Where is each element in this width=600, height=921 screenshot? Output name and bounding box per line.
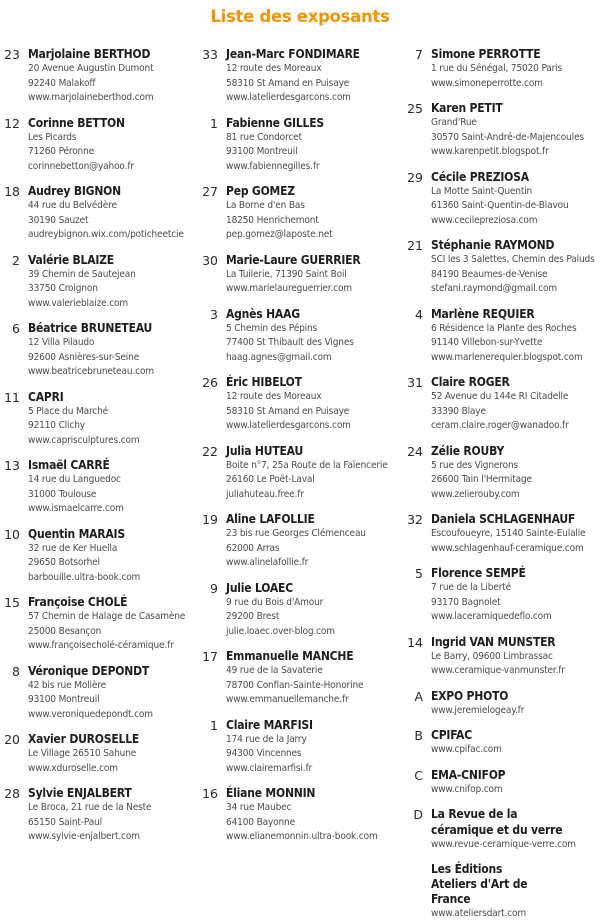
exhibitor-contact-link[interactable]: www.sylvie-enjalbert.com [28, 831, 140, 842]
stand-number: 27 [202, 184, 218, 199]
exhibitor-name: Stéphanie RAYMOND [431, 238, 555, 252]
exhibitor-entry [198, 374, 403, 434]
exhibitor-contact-link[interactable]: pep.gomez@laposte.net [226, 229, 333, 240]
exhibitor-address-line: La Tuilerie, 71390 Saint Boil [226, 268, 347, 280]
stand-number: 3 [210, 306, 218, 322]
exhibitor-details [28, 785, 198, 845]
exhibitor-address-line: Le Broca, 21 rue de la Neste [28, 802, 152, 813]
stand-number: 26 [202, 375, 218, 390]
exhibitor-name: Béatrice BRUNETEAU [28, 321, 153, 335]
exhibitor-entry [198, 785, 403, 845]
exhibitor-address-line: 91140 Villebon-sur-Yvette [431, 337, 543, 348]
exhibitor-entry [0, 389, 198, 449]
stand-number: 4 [415, 306, 423, 322]
stand-number: A [414, 688, 423, 704]
exhibitor-address-line: 78700 Conflan-Sainte-Honorine [226, 679, 364, 691]
exhibitor-contact-link[interactable]: www.marielaureguerrier.com [226, 283, 352, 294]
exhibitor-name: Marlène REQUIER [431, 306, 535, 321]
exhibitor-details [226, 511, 403, 571]
exhibitor-name: Florence SEMPÉ [431, 566, 526, 580]
exhibitor-contact-link[interactable]: www.beatricebruneteau.com [28, 366, 154, 377]
exhibitor-entry [198, 252, 403, 297]
stand-number: 22 [202, 443, 218, 459]
exhibitor-details [28, 115, 198, 175]
exhibitor-contact-link[interactable]: www.revue-ceramique-verre.com [431, 839, 576, 850]
exhibitor-entry [403, 767, 600, 798]
exhibitor-details [431, 565, 600, 625]
exhibitor-details [226, 306, 403, 366]
exhibitor-details [226, 648, 403, 708]
exhibitor-contact-link[interactable]: www.simoneperrotte.com [431, 77, 543, 89]
exhibitor-column [403, 46, 600, 921]
exhibitor-address-line: 44 rue du Belvédère [28, 200, 117, 211]
exhibitor-name: Fabienne GILLES [226, 115, 324, 130]
exhibitor-contact-link[interactable]: www.cecilepreziosa.com [431, 214, 538, 226]
exhibitor-details [431, 306, 600, 366]
exhibitor-name: Sylvie ENJALBERT [28, 786, 132, 800]
exhibitor-details [226, 252, 403, 297]
exhibitor-details [28, 46, 198, 106]
stand-number: 14 [407, 634, 423, 650]
exhibitor-name: Éric HIBELOT [226, 375, 302, 389]
exhibitor-address-line: 5 Place du Marché [28, 405, 109, 417]
stand-number: 2 [12, 252, 20, 268]
exhibitor-name: Ingrid VAN MUNSTER [431, 634, 556, 649]
exhibitor-contact-link[interactable]: audreybignon.wix.com/poticheetcie [28, 229, 184, 240]
exhibitor-entry [403, 46, 600, 91]
exhibitor-entry [0, 46, 198, 106]
exhibitor-entry [403, 237, 600, 297]
exhibitor-address-line: 14 rue du Languedoc [28, 474, 121, 485]
exhibitor-name: Claire ROGER [431, 375, 510, 389]
exhibitor-entry [403, 100, 600, 160]
stand-number: 32 [407, 512, 423, 527]
stand-number: 17 [202, 649, 218, 664]
exhibitor-entry [403, 634, 600, 679]
exhibitor-address-line: 5 rue des Vignerons [431, 459, 519, 471]
exhibitor-entry [198, 306, 403, 366]
page-title: Liste des exposants [210, 7, 390, 26]
exhibitor-name: Jean-Marc FONDIMARE [226, 47, 360, 61]
exhibitor-contact-link[interactable]: www.jeremielogeay.fr [431, 704, 525, 716]
exhibitor-entry [198, 115, 403, 175]
stand-number: 28 [4, 786, 20, 801]
stand-number: 8 [12, 663, 20, 679]
exhibitor-address-line: 58310 St Amand en Puisaye [226, 405, 350, 417]
exhibitor-contact-link[interactable]: www.veroniquedepondt.com [28, 708, 153, 720]
exhibitor-name: Françoise CHOLÉ [28, 595, 128, 609]
exhibitor-address-line: Grand'Rue [431, 117, 477, 128]
exhibitor-name: Emmanuelle MANCHE [226, 649, 354, 663]
exhibitor-entry [0, 183, 198, 243]
exhibitor-entry [0, 785, 198, 845]
exhibitor-contact-link[interactable]: barbouille.ultra-book.com [28, 571, 141, 583]
exhibitor-contact-link[interactable]: www.françoisecholé-céramique.fr [28, 640, 174, 651]
exhibitor-column [0, 46, 198, 854]
exhibitor-details [28, 389, 198, 449]
exhibitor-address-line: 30190 Sauzet [28, 214, 89, 226]
exhibitor-entry [0, 526, 198, 586]
exhibitor-details [28, 663, 198, 723]
exhibitor-contact-link[interactable]: www.latelierdesgarcons.com [226, 420, 351, 431]
exhibitor-address-line: 26600 Tain l'Hermitage [431, 474, 532, 485]
exhibitor-contact-link[interactable]: www.caprisculptures.com [28, 434, 140, 446]
exhibitor-entry [403, 727, 600, 758]
exhibitor-entry [0, 252, 198, 312]
exhibitor-name: Éliane MONNIN [226, 786, 316, 800]
exhibitor-contact-link[interactable]: www.clairemarfisi.fr [226, 762, 313, 774]
exhibitor-contact-link[interactable]: www.karenpetit.blogspot.fr [431, 146, 549, 157]
exhibitor-address-line: 12 Villa Pilaudo [28, 337, 95, 348]
exhibitor-name: CPIFAC [431, 728, 472, 742]
exhibitor-name: Karen PETIT [431, 101, 503, 115]
exhibitor-address-line: 81 rue Condorcet [226, 131, 302, 143]
exhibitor-details [226, 443, 403, 503]
exhibitor-name: Aline LAFOLLIE [226, 512, 315, 526]
publisher-website-link[interactable]: www.ateliersdart.com [431, 907, 527, 919]
exhibitor-address-line: 77400 St Thibault des Vignes [226, 337, 354, 348]
stand-number: 15 [4, 595, 20, 610]
exhibitor-entry [403, 169, 600, 229]
stand-number: 29 [407, 169, 423, 185]
exhibitor-entry [403, 806, 600, 853]
exhibitor-entry [403, 565, 600, 625]
stand-number: 10 [4, 526, 20, 542]
exhibitor-contact-link[interactable]: www.ceramique-vanmunster.fr [431, 665, 565, 676]
exhibitor-name: Agnès HAAG [226, 306, 300, 321]
stand-number: 30 [202, 252, 218, 268]
stand-number: 24 [407, 443, 423, 459]
exhibitor-address-line: 62000 Arras [226, 542, 280, 554]
exhibitor-contact-link[interactable]: haag.agnes@gmail.com [226, 351, 332, 363]
exhibitor-contact-link[interactable]: www.valerieblaize.com [28, 297, 129, 309]
exhibitor-address-line: SCI les 3 Salettes, Chemin des Paluds [431, 254, 595, 265]
exhibitor-name: Valérie BLAIZE [28, 252, 114, 267]
stand-number: 25 [407, 101, 423, 116]
exhibitor-name: Audrey BIGNON [28, 184, 121, 198]
exhibitor-details [28, 731, 198, 776]
exhibitor-address-line: Boite n°7, 25a Route de la Faïencerie [226, 459, 388, 471]
exhibitor-details [226, 785, 403, 845]
exhibitor-contact-link[interactable]: corinnebetton@yahoo.fr [28, 160, 134, 172]
stand-number: B [414, 728, 423, 743]
exhibitor-address-line: Escoufoueyre, 15140 Sainte-Eulalie [431, 528, 586, 539]
exhibitor-address-line: 92600 Asnières-sur-Seine [28, 351, 140, 363]
stand-number: 6 [12, 321, 20, 336]
publisher-credit [431, 862, 600, 921]
exhibitor-details [431, 688, 600, 719]
exhibitor-details [28, 594, 198, 654]
exhibitor-name: EMA-CNIFOP [431, 767, 506, 782]
exhibitor-details [226, 717, 403, 777]
exhibitor-name: CAPRI [28, 389, 64, 404]
stand-number: 33 [202, 47, 218, 62]
exhibitor-name: La Revue de la céramique et du verre [431, 807, 563, 837]
exhibitor-details [431, 169, 600, 229]
exhibitor-details [431, 237, 600, 297]
exhibitor-details [431, 727, 600, 758]
stand-number: 12 [4, 115, 20, 131]
exhibitor-entry [0, 731, 198, 776]
exhibitor-address-line: 32 rue de Ker Huella [28, 542, 118, 554]
exhibitor-address-line: 92240 Malakoff [28, 77, 96, 89]
exhibitor-details [226, 46, 403, 106]
exhibitor-address-line: La Borne d'en Bas [226, 200, 305, 211]
exhibitor-name: Véronique DEPONDT [28, 663, 150, 678]
exhibitor-details [226, 183, 403, 243]
exhibitor-address-line: 33390 Blaye [431, 405, 486, 417]
exhibitor-entry [0, 457, 198, 517]
exhibitor-contact-link[interactable]: www.latelierdesgarcons.com [226, 92, 351, 103]
exhibitor-contact-link[interactable]: www.fabiennegilles.fr [226, 160, 320, 172]
exhibitor-address-line: 7 rue de la Liberté [431, 582, 512, 593]
exhibitor-address-line: 5 Chemin des Pépins [226, 322, 318, 334]
stand-number: C [414, 767, 423, 783]
exhibitor-contact-link[interactable]: ceram.claire.roger@wanadoo.fr [431, 420, 569, 431]
exhibitor-name: Marie-Laure GUERRIER [226, 252, 361, 267]
stand-number: 20 [4, 732, 20, 747]
exhibitor-details [28, 183, 198, 243]
exhibitor-contact-link[interactable]: julie.loaec.over-blog.com [226, 625, 335, 637]
exhibitor-address-line: 9 rue du Bois d'Amour [226, 596, 324, 608]
stand-number: 21 [407, 238, 423, 253]
exhibitor-address-line: 94300 Vincennes [226, 748, 302, 759]
exhibitor-name: Ismaël CARRÉ [28, 458, 110, 472]
exhibitor-name: EXPO PHOTO [431, 688, 509, 703]
stand-number: 18 [4, 184, 20, 199]
exhibitor-contact-link[interactable]: www.emmanuellemanche.fr [226, 694, 349, 705]
exhibitor-contact-link[interactable]: www.elianemonnin.ultra-book.com [226, 831, 378, 842]
exhibitor-entry [403, 306, 600, 366]
exhibitor-address-line: 93170 Bagnolet [431, 596, 501, 608]
exhibitor-details [28, 457, 198, 517]
exhibitor-address-line: 29650 Botsorhel [28, 557, 100, 568]
exhibitor-entry [0, 320, 198, 380]
exhibitor-name: Marjolaine BERTHOD [28, 47, 151, 61]
exhibitor-details [431, 443, 600, 503]
exhibitor-entry [198, 183, 403, 243]
exhibitor-contact-link[interactable]: www.laceramiquedeflo.com [431, 611, 552, 622]
exhibitor-name: Claire MARFISI [226, 717, 313, 732]
exhibitor-details [226, 115, 403, 175]
exhibitor-entry [198, 443, 403, 503]
exhibitor-address-line: 12 route des Moreaux [226, 63, 322, 74]
exhibitor-address-line: 31000 Toulouse [28, 488, 97, 500]
exhibitor-address-line: 174 rue de la Jarry [226, 733, 307, 745]
exhibitor-address-line: 93100 Montreuil [226, 146, 298, 157]
exhibitor-name: Xavier DUROSELLE [28, 732, 140, 746]
exhibitor-address-line: 84190 Beaumes-de-Venise [431, 268, 548, 280]
exhibitor-address-line: 42 bis rue Molière [28, 679, 106, 691]
exhibitor-contact-link[interactable]: www.zelierouby.com [431, 488, 520, 500]
exhibitor-address-line: 57 Chemin de Halage de Casamène [28, 611, 186, 622]
exhibitor-entry [403, 688, 600, 719]
exhibitor-contact-link[interactable]: www.alinelafollie.fr [226, 557, 309, 568]
exhibitor-entry [0, 115, 198, 175]
exhibitor-name: Corinne BETTON [28, 115, 125, 130]
exhibitor-contact-link[interactable]: www.ismaelcarre.com [28, 503, 124, 514]
exhibitor-address-line: 18250 Henrichemont [226, 214, 319, 226]
stand-number: 31 [407, 375, 423, 390]
exhibitor-details [431, 374, 600, 434]
exhibitor-address-line: 64100 Bayonne [226, 816, 295, 828]
exhibitor-contact-link[interactable]: www.marjolaineberthod.com [28, 92, 154, 103]
stand-number: 19 [202, 512, 218, 527]
exhibitor-contact-link[interactable]: stefani.raymond@gmail.com [431, 283, 558, 294]
exhibitor-name: Pep GOMEZ [226, 184, 295, 198]
stand-number: 1 [210, 115, 218, 131]
exhibitor-contact-link[interactable]: www.cnifop.com [431, 783, 503, 795]
exhibitor-address-line: 25000 Besançon [28, 625, 102, 637]
stand-number: 16 [202, 786, 218, 801]
stand-number: 13 [4, 458, 20, 473]
exhibitor-entry [198, 511, 403, 571]
exhibitor-details [226, 580, 403, 640]
exhibitor-details [431, 100, 600, 160]
exhibitor-address-line: Les Picards [28, 131, 77, 143]
exhibitor-name: Daniela SCHLAGENHAUF [431, 512, 576, 526]
exhibitor-address-line: 92110 Clichy [28, 420, 85, 431]
exhibitor-address-line: La Motte Saint-Quentin [431, 185, 533, 197]
exhibitor-name: Cécile PREZIOSA [431, 169, 529, 184]
exhibitor-address-line: Le Village 26510 Sahune [28, 748, 137, 759]
exhibitor-details [226, 374, 403, 434]
exhibitor-contact-link[interactable]: www.cpifac.com [431, 744, 502, 755]
exhibitor-details [431, 806, 600, 853]
exhibitor-entry [198, 46, 403, 106]
exhibitor-address-line: 33750 Croignon [28, 283, 98, 294]
exhibitor-contact-link[interactable]: www.marlenerequier.blogspot.com [431, 351, 583, 363]
exhibitor-address-line: 49 rue de la Savaterie [226, 665, 323, 676]
exhibitor-name: Julie LOAEC [226, 580, 293, 595]
exhibitor-address-line: 34 rue Maubec [226, 802, 292, 813]
exhibitor-address-line: 29200 Brest [226, 611, 280, 622]
exhibitor-name: Simone PERROTTE [431, 47, 541, 61]
exhibitor-entry [403, 511, 600, 556]
exhibitor-details [28, 252, 198, 312]
exhibitor-address-line: 6 Résidence la Plante des Roches [431, 322, 577, 334]
exhibitor-address-line: 26160 Le Poët-Laval [226, 474, 315, 485]
exhibitor-address-line: 71260 Péronne [28, 146, 95, 157]
exhibitor-details [431, 511, 600, 556]
exhibitor-details [28, 526, 198, 586]
exhibitor-contact-link[interactable]: www.xduroselle.com [28, 762, 118, 774]
exhibitor-name: Quentin MARAIS [28, 526, 125, 541]
stand-number: 23 [4, 47, 20, 62]
stand-number: 7 [415, 47, 423, 62]
publisher-name: Les Éditions Ateliers d'Art de France [431, 861, 528, 906]
exhibitor-contact-link[interactable]: www.schlagenhauf-ceramique.com [431, 542, 584, 554]
exhibitor-contact-link[interactable]: juliahuteau.free.fr [226, 488, 304, 500]
exhibitor-name: Julia HUTEAU [226, 443, 304, 458]
stand-number: 5 [415, 566, 423, 581]
exhibitor-column [198, 46, 403, 854]
exhibitor-entry [198, 580, 403, 640]
exhibitor-details [431, 634, 600, 679]
exhibitor-address-line: 61360 Saint-Quentin-de-Blavou [431, 200, 569, 211]
exhibitor-address-line: Le Barry, 09600 Limbrassac [431, 650, 553, 662]
exhibitor-address-line: 65150 Saint-Paul [28, 816, 102, 828]
exhibitor-details [431, 767, 600, 798]
exhibitor-address-line: 23 bis rue Georges Clémenceau [226, 528, 366, 539]
exhibitor-details [431, 46, 600, 91]
exhibitor-address-line: 30570 Saint-André-de-Majencoules [431, 131, 584, 143]
stand-number: 1 [210, 717, 218, 733]
exhibitor-name: Zélie ROUBY [431, 443, 505, 458]
exhibitor-address-line: 93100 Montreuil [28, 694, 100, 705]
exhibitor-details [28, 320, 198, 380]
exhibitor-address-line: 1 rue du Sénégal, 75020 Paris [431, 63, 563, 74]
exhibitor-address-line: 58310 St Amand en Puisaye [226, 77, 350, 89]
stand-number: 11 [4, 389, 20, 405]
stand-number: 9 [210, 580, 218, 596]
exhibitor-address-line: 20 Avenue Augustin Dumont [28, 63, 154, 74]
exhibitor-address-line: 39 Chemin de Sautejean [28, 268, 136, 280]
exhibitor-entry [0, 663, 198, 723]
stand-number: D [413, 807, 423, 822]
exhibitor-entry [198, 648, 403, 708]
exhibitor-entry [198, 717, 403, 777]
exhibitor-address-line: 12 route des Moreaux [226, 391, 322, 402]
exhibitor-entry [403, 374, 600, 434]
exhibitor-address-line: 52 Avenue du 144e RI Citadelle [431, 391, 569, 402]
exhibitor-entry [0, 594, 198, 654]
exhibitor-entry [403, 443, 600, 503]
